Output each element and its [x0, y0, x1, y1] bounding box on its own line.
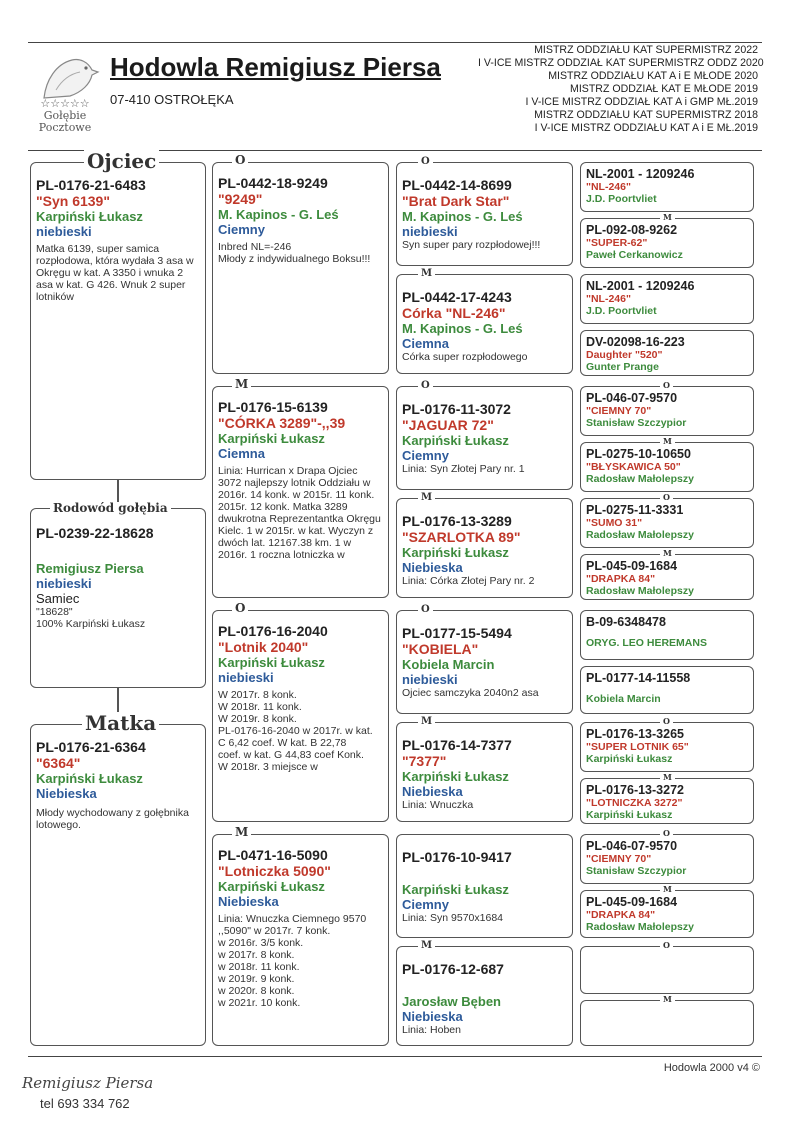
pigeon-icon [36, 50, 102, 102]
gen4-ring: PL-0177-14-11558 [586, 671, 691, 685]
gen3-owner: Karpiński Łukasz [402, 882, 509, 897]
father-owner: Karpiński Łukasz [36, 209, 143, 224]
gen4-card[interactable] [580, 554, 754, 600]
father-color: niebieski [36, 224, 92, 239]
dam-label: M [418, 940, 435, 952]
gen2-note: Linia: Wnuczka Ciemnego 9570 ,,5090" w 2017r. 7 konk. w 2016r. 3/5 konk. w 2017r. 8 konk. w 2018r. 11 konk. w 2019r. 9 konk. w 2020r. 8 konk. w 2021r. 10 konk. [218, 913, 367, 1009]
sire-label: O [232, 602, 248, 614]
gen4-name: Daughter "520" [586, 349, 663, 361]
dam-label: M [660, 549, 675, 558]
gen4-name: "BŁYSKAWICA 50" [586, 461, 681, 473]
gen4-ring: PL-0275-11-3331 [586, 503, 684, 517]
gen4-name: "DRAPKA 84" [586, 573, 656, 585]
gen3-ring: PL-0176-14-7377 [402, 737, 512, 753]
dam-label: M [660, 995, 675, 1004]
gen2-card[interactable] [212, 386, 389, 598]
gen4-owner: J.D. Poortvliet [586, 305, 657, 317]
gen3-color: Ciemna [402, 336, 449, 351]
sire-label: O [232, 154, 248, 166]
gen2-name: "Lotnik 2040" [218, 639, 309, 655]
sire-label: O [418, 156, 433, 168]
dam-label: M [232, 826, 251, 838]
gen2-name: "Lotniczka 5090" [218, 863, 331, 879]
gen3-color: Ciemny [402, 897, 449, 912]
father-note: Matka 6139, super samica rozpłodowa, która wydała 3 asa w Okręgu w kat. A 3350 i wnuka 2 asa w kat. G 426. Wnuk 2 super lotników [36, 243, 194, 303]
gen4-owner: Karpiński Łukasz [586, 753, 673, 765]
gen4-card[interactable] [580, 442, 754, 492]
gen4-card[interactable] [580, 834, 754, 884]
connector [117, 480, 119, 502]
gen3-note: Linia: Syn Złotej Pary nr. 1 [402, 463, 525, 475]
mother-note: Młody wychodowany z gołębnika lotowego. [36, 807, 189, 831]
gen4-owner: Stanisław Szczypior [586, 865, 687, 877]
gen3-owner: Karpiński Łukasz [402, 769, 509, 784]
sire-label: O [660, 717, 673, 726]
gen4-ring: PL-0275-10-10650 [586, 447, 691, 461]
gen4-owner: Radosław Małolepszy [586, 585, 694, 597]
signature: Remigiusz Piersa [22, 1074, 154, 1092]
gen3-card[interactable] [396, 162, 573, 266]
gen4-name: "DRAPKA 84" [586, 909, 656, 921]
gen4-card[interactable] [580, 330, 754, 376]
gen3-owner: Karpiński Łukasz [402, 545, 509, 560]
achievement: MISTRZ ODDZIAŁU KAT SUPERMISTRZ 2022 [534, 44, 758, 56]
dam-label: M [418, 268, 435, 280]
gen2-ring: PL-0176-16-2040 [218, 623, 328, 639]
gen3-ring: PL-0177-15-5494 [402, 625, 512, 641]
mother-card[interactable] [30, 724, 206, 1046]
sire-label: O [660, 381, 673, 390]
breeder-city: 07-410 OSTROŁĘKA [110, 92, 234, 107]
gen4-ring: PL-046-07-9570 [586, 391, 678, 405]
gen2-name: "CÓRKA 3289"-,,39 [218, 415, 346, 431]
gen3-ring: PL-0176-13-3289 [402, 513, 512, 529]
achievement: MISTRZ ODDZIAŁU KAT A i E MŁODE 2020 [548, 70, 758, 82]
dam-label: M [232, 378, 251, 390]
gen4-ring: DV-02098-16-223 [586, 335, 685, 349]
gen3-note: Córka super rozpłodowego [402, 351, 528, 363]
logo-stars: ☆☆☆☆☆ [40, 97, 90, 110]
gen3-ring: PL-0442-17-4243 [402, 289, 512, 305]
father-name: "Syn 6139" [36, 193, 110, 209]
gen3-color: Niebieska [402, 1009, 463, 1024]
top-rule [28, 42, 762, 43]
gen3-color: Ciemny [402, 448, 449, 463]
gen4-name [586, 685, 748, 693]
gen3-name: "Brat Dark Star" [402, 193, 510, 209]
dam-label: M [660, 773, 675, 782]
gen4-owner: ORYG. LEO HEREMANS [586, 637, 707, 649]
gen4-card[interactable] [580, 890, 754, 938]
gen3-name: "7377" [402, 753, 447, 769]
gen2-color: Ciemna [218, 446, 265, 461]
gen2-ring: PL-0471-16-5090 [218, 847, 328, 863]
dam-label: M [660, 213, 675, 222]
gen4-card[interactable] [580, 778, 754, 824]
pedigree-label: Rodowód gołębia [50, 502, 171, 514]
gen3-name: "SZARLOTKA 89" [402, 529, 521, 545]
gen2-owner: Karpiński Łukasz [218, 655, 325, 670]
gen4-card[interactable] [580, 498, 754, 548]
gen2-card[interactable] [212, 162, 389, 374]
gen4-ring: NL-2001 - 1209246 [586, 279, 695, 293]
gen4-card[interactable] [580, 610, 754, 660]
gen4-name: "NL-246" [586, 293, 631, 305]
gen4-card[interactable] [580, 218, 754, 268]
gen3-name [402, 865, 567, 882]
gen4-name: "SUMO 31" [586, 517, 643, 529]
logo-caption [30, 98, 100, 134]
gen3-color: Niebieska [402, 784, 463, 799]
gen3-card[interactable] [396, 946, 573, 1046]
gen2-ring: PL-0442-18-9249 [218, 175, 328, 191]
mother-ring: PL-0176-21-6364 [36, 739, 146, 755]
gen2-card[interactable] [212, 834, 389, 1046]
subject-ring: PL-0239-22-18628 [36, 525, 154, 541]
father-ring: PL-0176-21-6483 [36, 177, 146, 193]
achievement: MISTRZ ODDZIAŁU KAT SUPERMISTRZ 2018 [534, 109, 758, 121]
achievement: I V-ICE MISTRZ ODDZIAŁ KAT A i GMP MŁ.2019 [525, 96, 758, 108]
gen3-card[interactable] [396, 722, 573, 822]
dam-label: M [660, 885, 675, 894]
gen3-note: Linia: Córka Złotej Pary nr. 2 [402, 575, 535, 587]
dam-label: M [418, 492, 435, 504]
gen4-owner: Radosław Małolepszy [586, 921, 694, 933]
gen4-card[interactable] [580, 274, 754, 324]
achievement: I V-ICE MISTRZ ODDZIAŁ KAT SUPERMISTRZ ODDZ 2020 [478, 57, 764, 69]
gen3-color: Niebieska [402, 560, 463, 575]
gen3-owner: M. Kapinos - G. Leś [402, 321, 523, 336]
gen3-card[interactable] [396, 834, 573, 938]
gen4-name: "NL-246" [586, 181, 631, 193]
gen4-owner: Gunter Prange [586, 361, 659, 373]
gen4-ring: PL-045-09-1684 [586, 895, 678, 909]
gen3-owner: Jarosław Bęben [402, 994, 501, 1009]
gen4-ring: PL-0176-13-3265 [586, 727, 684, 741]
gen3-ring: PL-0176-12-687 [402, 961, 504, 977]
subject-note: 100% Karpiński Łukasz [36, 618, 146, 630]
gen4-card[interactable] [580, 722, 754, 772]
gen2-note: W 2017r. 8 konk. W 2018r. 11 konk. W 2019r. 8 konk. PL-0176-16-2040 w 2017r. w kat. C 6,42 coef. W kat. B 22,78 coef. w kat. G 44,83 coef Konk. W 2018r. 3 miejsce w [218, 689, 373, 773]
gen4-name: "CIEMNY 70" [586, 853, 652, 865]
gen4-card[interactable] [580, 666, 754, 714]
mother-name: "6364" [36, 755, 81, 771]
gen2-color: Niebieska [218, 894, 279, 909]
gen4-owner: Stanisław Szczypior [586, 417, 687, 429]
logo-text-2: Pocztowe [38, 121, 92, 134]
dam-label: M [418, 716, 435, 728]
gen4-name [586, 629, 748, 637]
gen4-card-empty[interactable] [580, 946, 754, 994]
gen2-color: Ciemny [218, 222, 265, 237]
gen2-owner: M. Kapinos - G. Leś [218, 207, 339, 222]
subject-sex: Samiec [36, 591, 80, 606]
mother-label: Matka [82, 712, 159, 734]
mother-color: Niebieska [36, 786, 97, 801]
gen3-ring: PL-0176-11-3072 [402, 401, 511, 417]
gen4-ring: PL-0176-13-3272 [586, 783, 684, 797]
gen2-note: Linia: Hurrican x Drapa Ojciec 3072 najlepszy lotnik Oddziału w 2016r. 14 konk. w 2015r. 11 konk. 2015r. 12 konk. Matka 3289 dwukrotna Reprezentantka Okręgu Kielc. 1 w 2015r. w kat. Wyczyn z dwóch lat. 12167.38 km. 1 w 2016r. 1 roczna lotniczka w [218, 465, 381, 561]
achievement: MISTRZ ODDZIAŁ KAT E MŁODE 2019 [570, 83, 758, 95]
gen4-owner: J.D. Poortvliet [586, 193, 657, 205]
gen3-color: niebieski [402, 224, 458, 239]
logo-text-1: Gołębie [43, 109, 87, 122]
achievement: I V-ICE MISTRZ ODDZIAŁU KAT A i E MŁ.2019 [534, 122, 758, 134]
gen4-name: "SUPER-62" [586, 237, 648, 249]
gen3-note: Linia: Wnuczka [402, 799, 474, 811]
breeder-title: Hodowla Remigiusz Piersa [110, 52, 441, 82]
gen4-ring: PL-092-08-9262 [586, 223, 678, 237]
gen3-name: "KOBIELA" [402, 641, 479, 657]
gen4-name: "SUPER LOTNIK 65" [586, 741, 689, 753]
gen4-owner: Kobiela Marcin [586, 693, 661, 705]
gen2-owner: Karpiński Łukasz [218, 431, 325, 446]
gen2-owner: Karpiński Łukasz [218, 879, 325, 894]
phone-number: tel 693 334 762 [40, 1096, 130, 1111]
subject-owner: Remigiusz Piersa [36, 561, 144, 576]
gen3-ring: PL-0176-10-9417 [402, 849, 512, 865]
gen4-ring: NL-2001 - 1209246 [586, 167, 695, 181]
gen3-owner: Karpiński Łukasz [402, 433, 509, 448]
gen3-name: Córka "NL-246" [402, 305, 506, 321]
gen3-card[interactable] [396, 274, 573, 374]
gen4-ring: PL-046-07-9570 [586, 839, 678, 853]
gen4-owner: Karpiński Łukasz [586, 809, 673, 821]
gen4-owner: Radosław Małolepszy [586, 473, 694, 485]
software-version: Hodowla 2000 v4 © [663, 1062, 760, 1074]
mother-owner: Karpiński Łukasz [36, 771, 143, 786]
gen3-note: Linia: Syn 9570x1684 [402, 912, 503, 924]
gen3-card[interactable] [396, 386, 573, 490]
gen4-name: "CIEMNY 70" [586, 405, 652, 417]
gen4-card-empty[interactable] [580, 1000, 754, 1046]
gen3-name: "JAGUAR 72" [402, 417, 494, 433]
gen3-card[interactable] [396, 610, 573, 714]
footer-rule [28, 1056, 762, 1057]
gen2-card[interactable] [212, 610, 389, 822]
gen3-owner: M. Kapinos - G. Leś [402, 209, 523, 224]
sire-label: O [660, 829, 673, 838]
father-label: Ojciec [84, 150, 159, 172]
gen4-card[interactable] [580, 162, 754, 212]
gen3-ring: PL-0442-14-8699 [402, 177, 512, 193]
gen4-owner: Paweł Cerkanowicz [586, 249, 683, 261]
gen2-ring: PL-0176-15-6139 [218, 399, 328, 415]
gen4-card[interactable] [580, 386, 754, 436]
gen2-name: "9249" [218, 191, 263, 207]
sire-label: O [660, 493, 673, 502]
subject-card[interactable] [30, 508, 206, 688]
gen3-note: Ojciec samczyka 2040n2 asa [402, 687, 539, 699]
subject-color: niebieski [36, 576, 92, 591]
gen3-card[interactable] [396, 498, 573, 598]
gen4-ring: PL-045-09-1684 [586, 559, 678, 573]
sire-label: O [418, 380, 433, 392]
gen2-note: Inbred NL=-246 Młody z indywidualnego Boksu!!! [218, 241, 371, 265]
subject-name: "18628" [36, 606, 73, 618]
gen4-name: "LOTNICZKA 3272" [586, 797, 683, 809]
gen3-note: Syn super pary rozpłodowej!!! [402, 239, 541, 251]
gen3-note: Linia: Hoben [402, 1024, 461, 1036]
gen4-owner: Radosław Małolepszy [586, 529, 694, 541]
achievements-list [478, 44, 764, 135]
gen3-color: niebieski [402, 672, 458, 687]
gen4-ring: B-09-6348478 [586, 615, 666, 629]
sire-label: O [418, 604, 433, 616]
gen2-color: niebieski [218, 670, 274, 685]
father-card[interactable] [30, 162, 206, 480]
sire-label: O [660, 941, 673, 950]
gen3-owner: Kobiela Marcin [402, 657, 495, 672]
dam-label: M [660, 437, 675, 446]
gen3-name [402, 977, 567, 994]
